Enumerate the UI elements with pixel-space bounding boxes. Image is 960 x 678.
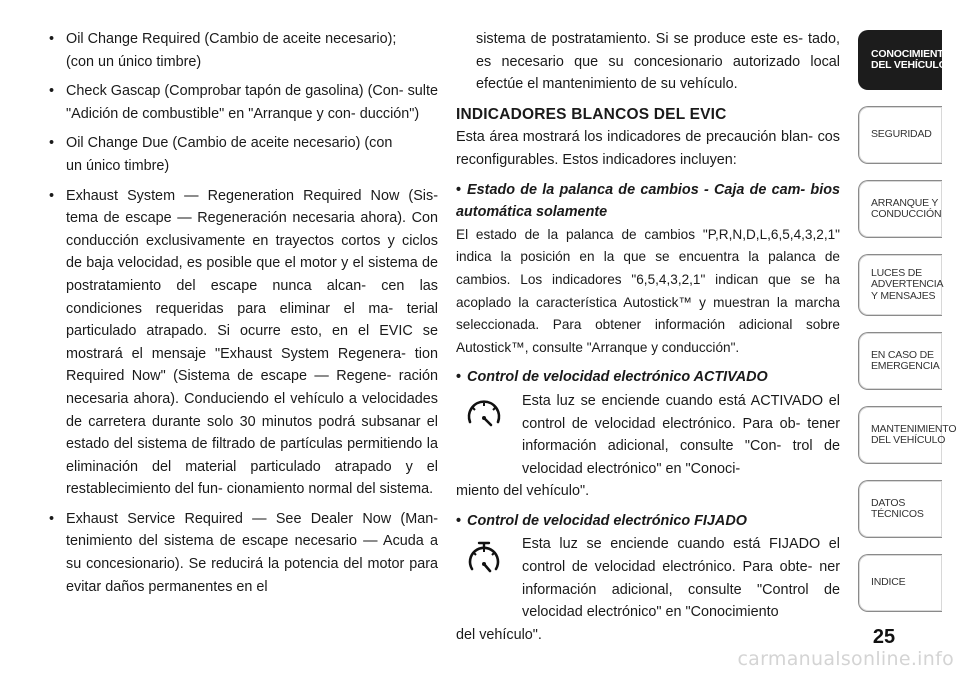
tab-mantenimiento-del-vehiculo[interactable] <box>858 406 957 464</box>
tab-label: SEGURIDAD <box>871 128 932 141</box>
tab-luces-de-advertencia[interactable] <box>858 254 942 316</box>
list-item-text <box>66 80 438 125</box>
item-rest: tenimiento del sistema de escape necesario — Acuda a su concesionario). Se reducirá la potencia del motor para evitar daños permanentes en el <box>66 533 438 595</box>
tab-label: MANTENIMIENTO DEL VEHÍCULO <box>871 422 957 446</box>
item-first-line: Oil Change Required (Cambio de aceite necesario); <box>66 31 397 47</box>
tab-label: DATOS TÉCNICOS <box>871 496 924 520</box>
cruise-on-text: Esta luz se enciende cuando está ACTIVADO el control de velocidad electrónico. Para ob- tener información adicional, consulte "Con- trol de velocidad electrónico" en "Conoci- <box>522 392 840 477</box>
list-item <box>46 80 438 125</box>
item-first-line: Exhaust Service Required — See Dealer Now (Man- <box>66 510 438 527</box>
right-column <box>456 28 840 646</box>
cruise-set-text: Esta luz se enciende cuando está FIJADO el control de velocidad electrónico. Para obte- ner información adicional, consulte "Control de velocidad electrónico" en "Conocimiento <box>522 536 840 621</box>
watermark: carmanualsonline.info <box>737 648 954 670</box>
list-item <box>46 132 438 177</box>
list-item <box>46 508 438 598</box>
left-column <box>46 28 438 605</box>
gear-heading-text: Estado de la palanca de cambios - Caja de cam- bios automática solamente <box>456 181 840 221</box>
tab-label: LUCES DE ADVERTENCIA Y MENSAJES <box>871 266 943 302</box>
cruise-on-heading: • Control de velocidad electrónico ACTIVADO <box>456 369 768 386</box>
item-rest: (con un único timbre) <box>66 53 202 70</box>
section-title: INDICADORES BLANCOS DEL EVIC <box>456 105 727 123</box>
section-intro: Esta área mostrará los indicadores de precaución blan- cos reconfigurables. Estos indicadores incluyen: <box>456 129 840 168</box>
gear-text: El estado de la palanca de cambios "P,R,N,D,L,6,5,4,3,2,1" indica la posición en la que se encuentra la palanca de cambios. Los indicadores "6,5,4,3,2,1" indican que se ha acoplado la característica Autostick™ y muestran la marcha seleccionada. Para obtener información adicional sobre Autostick™, consulte "Arranque y conducción". <box>456 226 840 355</box>
gear-heading: • Estado de la palanca de cambios - Caja de cam- bios automática solamente <box>456 181 840 221</box>
page-number: 25 <box>872 626 896 648</box>
item-first-line: Exhaust System — Regeneration Required Now (Sis- <box>66 187 438 204</box>
cruise-on-block <box>456 390 840 480</box>
list-item <box>46 185 438 501</box>
speedometer-icon <box>464 396 504 436</box>
item-first-line: Oil Change Due (Cambio de aceite necesario) (con <box>66 135 393 152</box>
list-item-text <box>66 185 438 501</box>
tab-label: CONOCIMIENTO DEL VEHÍCULO <box>871 47 952 71</box>
cruise-set-heading-text: Control de velocidad electrónico FIJADO <box>467 512 747 529</box>
item-rest: un único timbre) <box>66 157 170 174</box>
tab-conocimiento-del-vehiculo[interactable] <box>858 30 952 90</box>
chapter-tabs <box>858 30 957 628</box>
continuation-text: sistema de postratamiento. Si se produce este es- tado, es necesario que su concesionario autorizado local efectúe el mantenimiento de su vehículo. <box>476 31 840 93</box>
list-item-text <box>66 28 438 73</box>
tab-arranque-y-conduccion[interactable] <box>858 180 942 238</box>
list-item-text <box>66 508 438 598</box>
cruise-set-tail: del vehículo". <box>456 626 542 643</box>
list-item-text <box>66 132 438 177</box>
speedometer-set-icon <box>464 539 504 579</box>
tab-datos-tecnicos[interactable] <box>858 480 942 538</box>
tab-seguridad[interactable] <box>858 106 942 164</box>
cruise-set-block <box>456 533 840 623</box>
tab-label: EN CASO DE EMERGENCIA <box>871 348 940 372</box>
cruise-set-heading: • Control de velocidad electrónico FIJADO <box>456 512 747 529</box>
cruise-on-heading-text: Control de velocidad electrónico ACTIVADO <box>467 369 768 386</box>
tab-label: ARRANQUE Y CONDUCCIÓN <box>871 196 942 220</box>
list-item <box>46 28 438 73</box>
tab-en-caso-de-emergencia[interactable] <box>858 332 942 390</box>
tab-indice[interactable] <box>858 554 942 612</box>
item-first-line: Check Gascap (Comprobar tapón de gasolina) (Con- <box>66 83 404 100</box>
item-rest: tema de escape — Regeneración necesaria ahora). Con conducción exclusivamente en trayectos cortos y ciclos de baja velocidad, es posible que el motor y el sistema de postratamiento del escape nunca alcan- cen las condiciones requeridas para eliminar el ma- terial particulado atrapado. Si ocurre esto, en el EVIC se mostrará el mensaje "Exhaust System Regenera- tion Required Now" (Sistema de escape — Regene- ración necesaria ahora). Conduciendo el vehículo a velocidades de carretera durante solo 30 minutos podrá subsanar el estado del sistema de filtrado de partículas permitiendo la eliminación del material particulado atrapado y el restablecimiento del fun- cionamiento normal del sistema. <box>66 210 438 498</box>
item-rest: sulte "Adición de combustible" en "Arranque y con- ducción") <box>66 83 438 122</box>
cruise-on-tail: miento del vehículo". <box>456 483 590 500</box>
tab-label: INDICE <box>871 576 906 589</box>
